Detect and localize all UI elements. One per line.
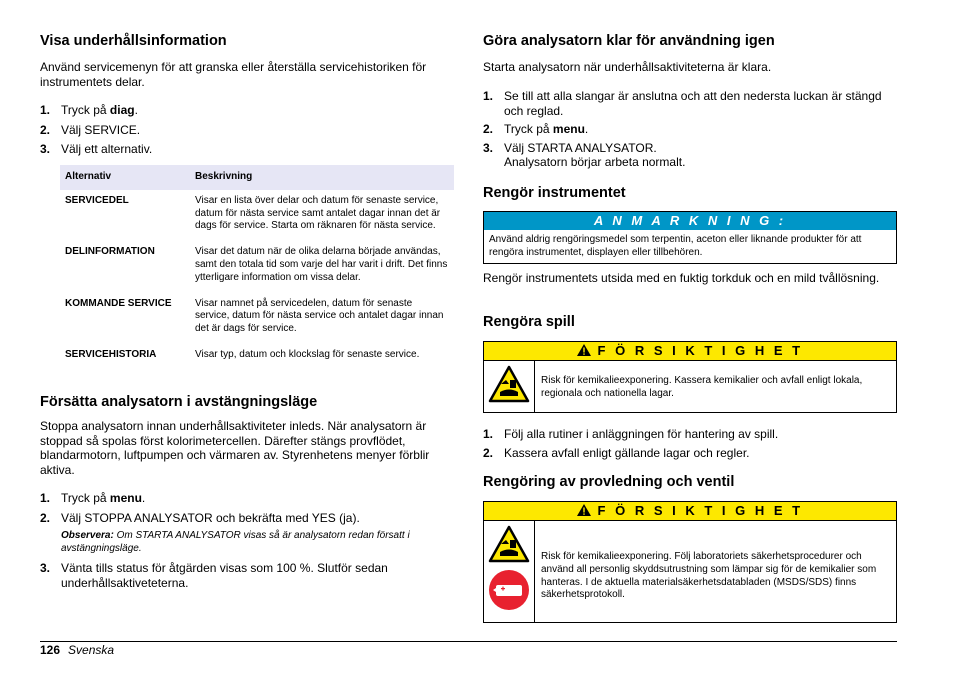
shutdown-note: Observera: Om STARTA ANALYSATOR visas så är analysatorn redan försatt i avstängningsläge.	[61, 530, 410, 554]
table-row: KOMMANDE SERVICE Visar namnet på servicedelen, datum för senaste service, datum för nästa service och antalet dagar innan det är dags för service.	[65, 297, 444, 335]
caution-box-sample-line	[483, 501, 897, 623]
step-item: 2. Tryck på menu.	[483, 122, 589, 136]
restart-steps	[483, 89, 897, 170]
section-title-restart: Göra analysatorn klar för användning igen	[483, 33, 775, 49]
step-item: 2. Välj STOPPA ANALYSATOR och bekräfta med YES (ja). Observera: Om STARTA ANALYSATOR visas så är analysatorn redan försatt i avstängningsläge.	[40, 511, 456, 556]
protective-equipment-icon	[488, 569, 530, 611]
table-row: DELINFORMATION Visar det datum när de olika delarna började användas, samt den totala tid som varje del har varit i drift. Det finns ytterligare information om vissa delar.	[65, 246, 448, 283]
warning-triangle-icon	[577, 344, 591, 356]
caution-header: F Ö R S I K T I G H E T	[484, 342, 896, 361]
step-item: 3. Vänta tills status för åtgärden visas som 100 %. Slutför sedan underhållsaktiveteterna.	[40, 561, 388, 590]
page-footer	[40, 643, 114, 657]
maintenance-info-intro: Använd servicemenyn för att granska eller återställa servicehistoriken för instrumentets delar.	[40, 60, 427, 89]
note-box	[483, 211, 897, 264]
shutdown-intro: Stoppa analysatorn innan underhållsaktiviteter inleds. När analysatorn är stoppad så spolas först kolorimetercellen. Därefter stängs provflödet, blandarmotorn, luftpumpen och värmaren av. Styrenhetens menyer förblir aktiva.	[40, 419, 430, 477]
footer-language: Svenska	[68, 643, 115, 657]
section-title-clean-instrument: Rengör instrumentet	[483, 185, 626, 201]
maintenance-info-steps	[40, 103, 456, 157]
clean-instrument-text: Rengör instrumentets utsida med en fuktig torkduk och en mild tvållösning.	[483, 271, 880, 285]
caution-header: F Ö R S I K T I G H E T	[484, 502, 896, 521]
shutdown-steps	[40, 491, 456, 590]
step-item: 2. Välj SERVICE.	[40, 122, 141, 137]
chemical-hazard-icon	[488, 365, 530, 403]
step-item: 3. Välj ett alternativ.	[40, 142, 153, 156]
page-number: 126	[40, 643, 61, 657]
caution-text-sample-line: Risk för kemikalieexponering. Följ laboratoriets säkerhetsprocedurer och använd all personlig skyddsutrustning som lämpar sig för de kemikalier som hanteras. I de aktuella materialsäkerhetsdatabladen (MSDS/SDS) finns säkerhetsprotokoll.	[541, 551, 877, 601]
table-row: SERVICEHISTORIA Visar typ, datum och klockslag för senaste service.	[65, 348, 420, 360]
table-header-description: Beskrivning	[190, 165, 454, 190]
section-title-shutdown: Försätta analysatorn i avstängningsläge	[40, 394, 318, 410]
step-item: 1. Tryck på diag.	[40, 103, 138, 117]
restart-intro: Starta analysatorn när underhållsaktiviteterna är klara.	[483, 60, 772, 74]
step-item: 1. Tryck på menu.	[40, 491, 146, 505]
chemical-hazard-icon	[488, 525, 530, 563]
warning-triangle-icon	[577, 504, 591, 516]
section-title-clean-spill: Rengöra spill	[483, 314, 575, 330]
caution-text-spill: Risk för kemikalieexponering. Kassera kemikalier och avfall enligt lokala, regionala och nationella lagar.	[541, 375, 863, 399]
caution-box-spill	[483, 341, 897, 413]
footer-divider	[40, 641, 897, 642]
step-item: 1. Se till att alla slangar är anslutna och att den nedersta luckan är stängd och reglad.	[483, 89, 882, 118]
step-item: 1. Följ alla rutiner i anläggningen för hantering av spill.	[483, 427, 779, 441]
step-item: 2. Kassera avfall enligt gällande lagar och regler.	[483, 445, 750, 460]
options-table	[60, 165, 454, 370]
section-title-clean-sample-line: Rengöring av provledning och ventil	[483, 474, 735, 490]
step-item: 3. Välj STARTA ANALYSATOR. Analysatorn börjar arbeta normalt.	[483, 140, 686, 169]
table-header-option: Alternativ	[60, 165, 190, 190]
table-row: SERVICEDEL Visar en lista över delar och datum för senaste service, datum för nästa service samt antalet dagar innan det är dags för service. Starta om räknaren för nästa service.	[65, 194, 441, 232]
spill-steps	[483, 427, 897, 460]
section-title-maintenance-info: Visa underhållsinformation	[40, 33, 227, 49]
note-header: A N M A R K N I N G :	[484, 212, 896, 230]
note-body: Använd aldrig rengöringsmedel som terpentin, aceton eller liknande produkter för att rengöra instrumentet, displayen eller tillbehören.	[489, 234, 862, 258]
